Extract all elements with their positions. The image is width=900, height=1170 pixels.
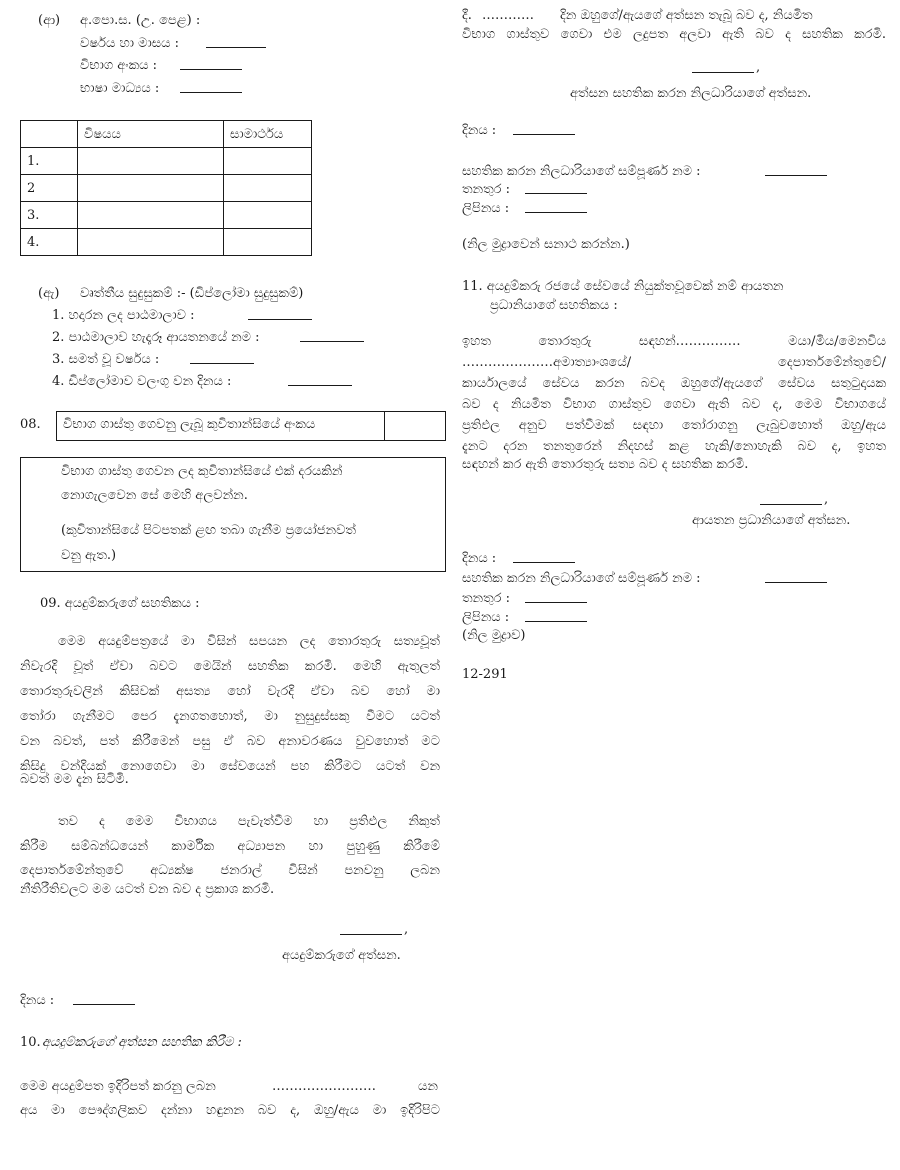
row-number: 2	[21, 175, 78, 202]
table-row	[21, 175, 312, 202]
table-header-no	[21, 121, 78, 148]
head-address-label: ලිපිනය :	[462, 610, 510, 625]
presenter-name-field[interactable]: ……………………	[272, 1079, 376, 1094]
receipt-number-label: විභාග ගාස්තු ගෙවනු ලැබූ කුවිතාන්සියේ අංකය	[63, 417, 316, 432]
institute-field[interactable]	[300, 341, 364, 342]
section-11-title: ප්‍රධානියාගේ සහතිකය :	[490, 298, 618, 313]
pass-cell[interactable]	[224, 229, 312, 256]
section-10-number: 10.	[20, 1035, 41, 1050]
signed-date-field[interactable]: …………	[482, 8, 534, 23]
valid-date-field[interactable]	[288, 385, 352, 386]
passed-year-field[interactable]	[190, 363, 254, 364]
head-cert-line: කාර්යාලයේ සේවය කරන බවද ඔහුගේ/ඇයගේ සේවය සතුටුදායක	[462, 376, 886, 391]
row-number: 3.	[21, 202, 78, 229]
year-month-field[interactable]	[206, 47, 266, 48]
section-11-title: 11. අයදුම්කරු රජයේ සේවයේ නියුක්තවූවෙක් නම් ආයතන	[462, 279, 784, 294]
declaration-line: වන බවත්, පත් කිරීමෙන් පසු ඒ බව අනාවරණය වුවහොත් මට	[20, 734, 440, 749]
professional-item: 2. පාඨමාලාව හැදෑරූ ආයතනයේ නම :	[52, 330, 260, 345]
officer-signature-label: අත්සන සහතික කරන නිලධාරියාගේ අත්සන.	[570, 86, 812, 101]
professional-marker: (ඇ)	[38, 286, 60, 301]
head-signature-label: ආයතන ප්‍රධානියාගේ අත්සන.	[692, 513, 851, 528]
professional-item: 1. හදාරන ලද පාඨමාලාව :	[52, 308, 195, 323]
year-month-label: වර්ෂය හා මාසය :	[80, 36, 179, 51]
head-cert-line: ප්‍රතිඵල අනුව පත්වීමක් සඳහා තෝරාගනු ලැබුවහොත් ඔහු/ඇය	[462, 418, 886, 433]
medium-field[interactable]	[180, 92, 242, 93]
head-address-field[interactable]	[525, 621, 587, 622]
row-number: 1.	[21, 148, 78, 175]
applicant-signature-label: අයදුම්කරුගේ අත්සන.	[282, 948, 401, 963]
medium-label: භාෂා මාධ්‍යය :	[80, 81, 160, 96]
officer-post-field[interactable]	[525, 193, 587, 194]
signature-comma: ,	[824, 492, 829, 507]
professional-item: 4. ඩිප්ලෝමාව වලංගු වන දිනය :	[52, 374, 232, 389]
head-post-label: තනතුර :	[462, 591, 511, 606]
rules-line: කිරීම සම්බන්ධයෙන් කාර්මික අධ්‍යාපන හා පුහුණු කිරීමේ	[20, 839, 440, 854]
head-signature-field[interactable]	[760, 504, 822, 505]
officer-name-label: සහතික කරන නිලධාරියාගේ සම්පූර්ණ නම :	[462, 164, 701, 179]
subjects-table	[20, 120, 312, 256]
section-09-title: 09. අයදුම්කරුගේ සහතිකය :	[40, 596, 200, 611]
declaration-line: තොරතුරුවලින් කිසිවක් අසත්‍ය හෝ වැරදි ඒවා බව හෝ මා	[20, 684, 440, 699]
receipt-instruction-line: නොගැලවෙන සේ මෙහි අලවන්න.	[61, 488, 248, 503]
applicant-date-label: දිනය :	[20, 993, 55, 1008]
subject-cell[interactable]	[78, 175, 224, 202]
form-code: 12-291	[462, 667, 508, 682]
officer-date-label: දිනය :	[462, 123, 497, 138]
course-field[interactable]	[248, 319, 312, 320]
exam-a-marker: (ආ)	[38, 13, 61, 28]
pass-cell[interactable]	[224, 148, 312, 175]
exam-a-title: අ.පො.ස. (උ. පෙළ) :	[80, 13, 201, 28]
officer-address-field[interactable]	[525, 212, 587, 213]
officer-date-field[interactable]	[513, 134, 575, 135]
professional-item: 3. සමත් වූ වර්ෂය :	[52, 352, 160, 367]
head-cert-line: සඳහන් කර ඇති තොරතුරු සත්‍ය බව ද සහතික කරමි.	[462, 457, 749, 472]
section-10-title: අයදුම්කරුගේ අත්සන සහතික කිරීම :	[42, 1035, 242, 1050]
officer-seal-note: (නිල මුද්‍රාවෙන් සනාථ කරන්න.)	[462, 237, 630, 252]
declaration-line: නිවැරදි වූත් ඒවා බවට මෙයින් සහතික කරමි. මෙහි ඇතුලත්	[20, 659, 440, 674]
table-row	[21, 148, 312, 175]
receipt-note-line: වනු ඇත.)	[61, 548, 117, 563]
applicant-date-field[interactable]	[73, 1004, 135, 1005]
professional-title: වෘත්තීය සුදුසුකම් :- (ඩිප්ලෝමා සුදුසුකම්)	[80, 286, 304, 301]
subject-cell[interactable]	[78, 202, 224, 229]
index-no-field[interactable]	[180, 69, 242, 70]
rules-line: තව ද මෙම විභාගය පැවැත්වීම හා ප්‍රතිඵල නිකුත්	[58, 814, 440, 829]
pass-cell[interactable]	[224, 202, 312, 229]
officer-signature-field[interactable]	[692, 72, 754, 73]
head-cert-line: බව ද නියමිත විභාග ගාස්තුව ගෙවා ඇති බව ද, මෙම විභාගයේ	[462, 397, 886, 412]
head-seal-label: (නිල මුද්‍රාව)	[462, 628, 526, 643]
row-number: 4.	[21, 229, 78, 256]
section-10-line2: අය මා පෞද්ගලිකව දන්නා හඳුනන බව ද, ඔහු/ඇය මා ඉදිරිපිට	[20, 1103, 440, 1118]
head-date-label: දිනය :	[462, 551, 497, 566]
officer-address-label: ලිපිනය :	[462, 201, 510, 216]
receipt-number-field[interactable]	[385, 412, 445, 440]
index-no-label: විභාග අංකය :	[80, 58, 158, 73]
officer-name-field[interactable]	[765, 175, 827, 176]
head-date-field[interactable]	[513, 562, 575, 563]
rules-line: දෙපාර්තමේන්තුවේ අධ්‍යක්ෂ ජනරාල් විසින් පනවනු ලබන	[20, 863, 440, 878]
head-cert-line: දැනට දරන තනතුරෙන් නිදහස් කළ හැකි/නොහැකි බව ද, ඉහත	[462, 439, 886, 454]
signature-comma: ,	[404, 922, 409, 937]
table-header-row	[21, 121, 312, 148]
cont-line1-a: දී.	[462, 8, 472, 23]
table-row	[21, 229, 312, 256]
head-cert-line: …………………අමාත්‍යාංශයේ/ දෙපාර්තමේන්තුවේ/	[462, 355, 886, 370]
head-post-field[interactable]	[525, 602, 587, 603]
section-08-number: 08.	[20, 417, 41, 432]
subject-cell[interactable]	[78, 148, 224, 175]
receipt-paste-box	[20, 457, 446, 572]
head-officer-name-label: සහතික කරන නිලධාරියාගේ සම්පූර්ණ නම :	[462, 571, 701, 586]
table-header-pass: සාමාර්ථය	[224, 121, 312, 148]
receipt-instruction-line: විභාග ගාස්තු ගෙවන ලද කුවිතාන්සියේ එක් දරයකින්	[61, 464, 343, 479]
declaration-line: තෝරා ගැනීමට පෙර දැනගතහොත්, මා නුසුදුස්සකු වීමට යටත්	[20, 709, 440, 724]
head-officer-name-field[interactable]	[765, 582, 827, 583]
receipt-number-box	[56, 411, 446, 441]
declaration-line: බවත් මම දැන සිටිමි.	[20, 772, 129, 787]
section-10-line1-b: යන	[418, 1079, 438, 1094]
signature-comma: ,	[756, 60, 761, 75]
cont-line1-b: දින ඔහුගේ/ඇයගේ අත්සන තැබූ බව ද, නියමිත	[560, 8, 813, 23]
head-cert-line: ඉහත තොරතුරු සඳහන්…………… මයා/මිය/මෙනවිය	[462, 334, 886, 349]
table-row	[21, 202, 312, 229]
officer-post-label: තනතුර :	[462, 182, 511, 197]
section-10-line1-a: මෙම අයදුම්පත ඉදිරිපත් කරනු ලබන	[20, 1079, 216, 1094]
applicant-signature-field[interactable]	[340, 934, 402, 935]
cont-line2: විභාග ගාස්තුව ගෙවා එම ලදුපත අලවා ඇති බව ද සහතික කරමි.	[462, 27, 886, 42]
declaration-line: කිසිදු වන්දියක් නොගෙවා මා සේවයෙන් පහ කිරීමට යටත් වන	[20, 759, 440, 774]
receipt-note-line: (කුවිතාන්සියේ පිටපතක් ළඟ තබා ගැනීම ප්‍රයෝජනවත්	[61, 523, 356, 538]
pass-cell[interactable]	[224, 175, 312, 202]
declaration-line: මෙම අයදුම්පත්‍රයේ මා විසින් සපයන ලද තොරතුරු සත්‍යවූත්	[58, 634, 440, 649]
subject-cell[interactable]	[78, 229, 224, 256]
table-header-subject: විෂයය	[78, 121, 224, 148]
rules-line: නීතිරීතිවලට මම යටත් වන බව ද ප්‍රකාශ කරමි.	[20, 882, 275, 897]
